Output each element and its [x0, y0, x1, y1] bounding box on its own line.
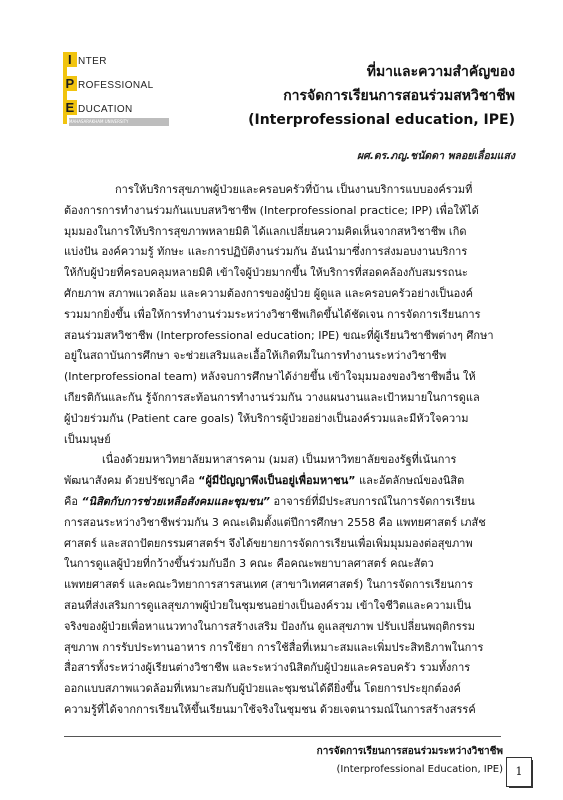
para2-line: สุขภาพ การรับประทานอาหาร การใช้ยา การใช้สื่อที่เหมาะสมและเพิ่มประสิทธิภาพในการ — [64, 640, 484, 654]
para2-line: การสอนระหว่างวิชาชีพร่วมกัน 3 คณะเดิมตั้งแต่ปีการศึกษา 2558 คือ แพทยศาสตร์ เภสัช — [64, 515, 486, 529]
para2-line: ในการดูแลผู้ป่วยที่กว้างขึ้นร่วมกับอีก 3 คณะ คือคณะพยาบาลศาสตร์ คณะสัตว — [64, 557, 434, 571]
para2-line: จริงของผู้ป่วยเพื่อหาแนวทางในการสร้างเสริม ป้องกัน ดูแลสุขภาพ ปรับเปลี่ยนพฤติกรรม — [64, 619, 475, 633]
para1-line: สอนร่วมสหวิชาชีพ (Interprofessional education; IPE) ขณะที่ผู้เรียนวิชาชีพต่างๆ ศึกษา — [64, 328, 494, 342]
para1-line: แบ่งปัน องค์ความรู้ ทักษะ และการปฏิบัติงานร่วมกัน อันนำมาซึ่งการส่งมอบงานบริการ — [64, 245, 468, 259]
para2-line: สื่อสารทั้งระหว่างผู้เรียนต่างวิชาชีพ และระหว่างนิสิตกับผู้ป่วยและครอบครัว รวมทั้งการ — [64, 661, 471, 675]
para1-line: (Interprofessional team) หลังจบการศึกษาได้ง่ายขึ้น เข้าใจมุมมองของวิชาชีพอื่น ให้ — [64, 370, 476, 384]
title-line-2: การจัดการเรียนการสอนร่วมสหวิชาชีพ — [283, 88, 515, 104]
logo-line-education: E DUCATION — [63, 100, 133, 118]
para1-line: การให้บริการสุขภาพผู้ป่วยและครอบครัวที่บ้าน เป็นงานบริการแบบองค์รวมที่ — [115, 183, 473, 196]
para1-line: ศักยภาพ สภาพแวดล้อม และความต้องการของผู้ป่วย ผู้ดูแล และครอบครัวอย่างเป็นองค์ — [64, 286, 473, 300]
footer-subtitle: (Interprofessional Education, IPE) — [336, 764, 503, 775]
para2-line: ออกแบบสภาพแวดล้อมที่เหมาะสมกับผู้ป่วยและชุมชนได้ดียิ่งขึ้น โดยการประยุกต์องค์ — [64, 682, 461, 696]
logo-line-inter: I NTER — [63, 52, 107, 70]
identity-quote: “นิสิตกับการช่วยเหลือสังคมและชุมชน” — [81, 494, 270, 508]
author-name: ผศ.ดร.ภญ.ชนัดดา พลอยเลื่อมแสง — [357, 150, 515, 162]
para1-line: รวมมากยิ่งขึ้น เพื่อให้การทำงานร่วมระหว่างวิชาชีพเกิดขึ้นได้ชัดเจน การจัดการเรียนการ — [64, 307, 481, 321]
page-number: 1 — [506, 757, 532, 787]
para2-line: แพทยศาสตร์ และคณะวิทยาการสารสนเทศ (สาขาวิเทศศาสตร์) ในการจัดการเรียนการ — [64, 578, 474, 592]
logo-tagline: MAHASARAKHAM UNIVERSITY — [69, 118, 169, 126]
para1-line: ให้กับผู้ป่วยที่ครอบคลุมหลายมิติ เข้าใจผู้ป่วยมากขึ้น ให้บริการที่สอดคล้องกับสมรรถนะ — [64, 266, 468, 280]
footer-divider — [64, 736, 501, 737]
para2-line: เนื่องด้วยมหาวิทยาลัยมหาสารคาม (มมส) เป็นมหาวิทยาลัยของรัฐที่เน้นการ — [102, 453, 457, 467]
para1-line: ต้องการการทำงานร่วมกันแบบสหวิชาชีพ (Interprofessional practice; IPP) เพื่อให้ได้ — [64, 203, 479, 217]
body-text — [64, 180, 517, 721]
para1-line: มุมมองในการให้บริการสุขภาพหลายมิติ ได้แลกเปลี่ยนความคิดเห็นจากสหวิชาชีพ เกิด — [64, 224, 467, 238]
logo-line-professional: P ROFESSIONAL — [63, 76, 154, 94]
para2-line: พัฒนาสังคม ด้วยปรัชญาคือ “ผู้มีปัญญาพึงเป็นอยู่เพื่อมหาชน” และอัตลักษณ์ของนิสิต — [64, 474, 465, 488]
page-title — [215, 60, 515, 132]
logo — [63, 52, 171, 132]
para1-line: ผู้ป่วยร่วมกัน (Patient care goals) ให้บริการผู้ป่วยอย่างเป็นองค์รวมและมีหัวใจความ — [64, 411, 469, 425]
footer-title: การจัดการเรียนการสอนร่วมระหว่างวิชาชีพ — [316, 746, 503, 757]
para2-line: คือ “นิสิตกับการช่วยเหลือสังคมและชุมชน” อาจารย์ที่มีประสบการณ์ในการจัดการเรียน — [64, 494, 475, 508]
para2-line: ความรู้ที่ได้จากการเรียนให้ขึ้นเรียนมาใช้จริงในชุมชน ด้วยเจตนารมณ์ในการสร้างสรรค์ — [64, 702, 476, 716]
title-line-3: (Interprofessional education, IPE) — [248, 112, 515, 128]
para1-line: เกียรติกันและกัน รู้จักการสะท้อนการทำงานร่วมกัน วางแผนงานและเป้าหมายในการดูแล — [64, 390, 480, 404]
philosophy-quote: “ผู้มีปัญญาพึงเป็นอยู่เพื่อมหาชน” — [198, 474, 356, 488]
para1-line: เป็นมนุษย์ — [64, 432, 111, 446]
para2-line: สอนที่ส่งเสริมการดูแลสุขภาพผู้ป่วยในชุมชนอย่างเป็นองค์รวม เข้าใจชีวิตและความเป็น — [64, 598, 472, 612]
para1-line: อยู่ในสถาบันการศึกษา จะช่วยเสริมและเอื้อให้เกิดทีมในการทำงานระหว่างวิชาชีพ — [64, 349, 447, 363]
para2-line: ศาสตร์ และสถาปัตยกรรมศาสตร์ฯ จึงได้ขยายการจัดการเรียนเพื่อเพิ่มมุมมองต่อสุขภาพ — [64, 536, 473, 550]
title-line-1: ที่มาและความสำคัญของ — [366, 64, 515, 80]
